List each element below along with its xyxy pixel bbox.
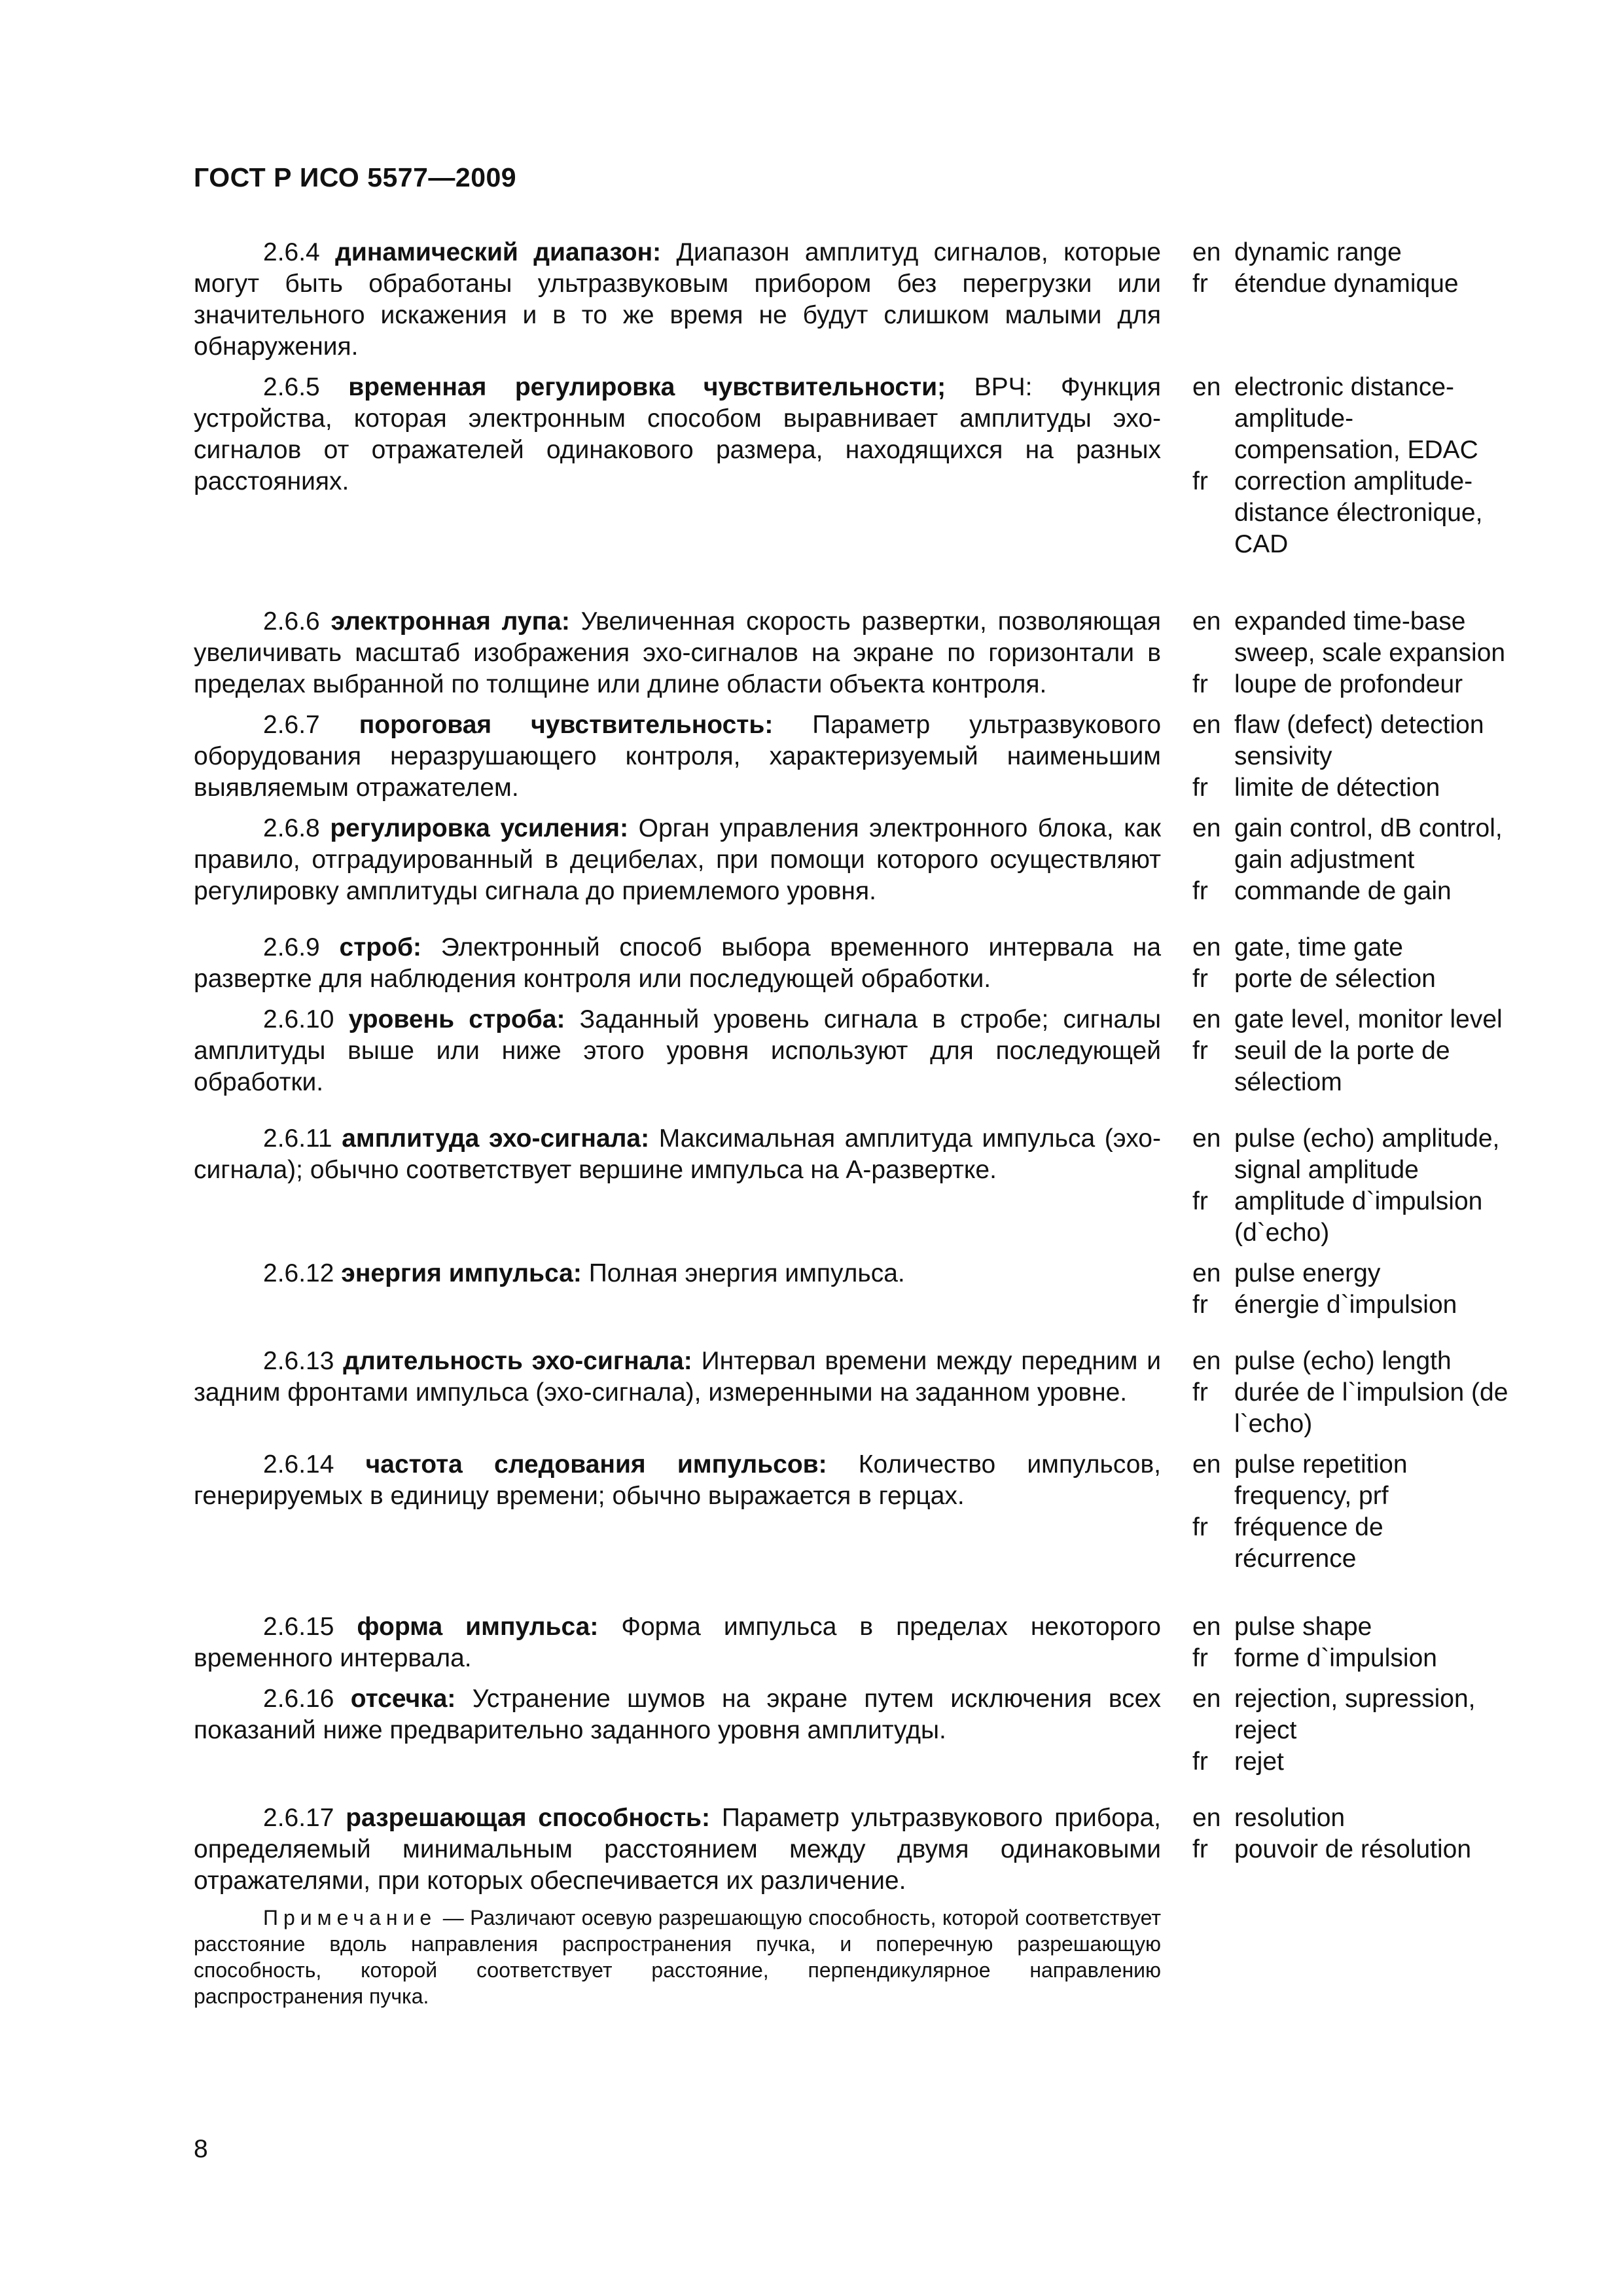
term-definition: Параметр ультразвукового оборудования неразрушающего контроля, характеризуемый наименьшим выявляемым отражателем.	[194, 711, 1162, 802]
equivalents	[1192, 372, 1509, 560]
equivalents	[1192, 709, 1509, 804]
lang-code-en: en	[1192, 1450, 1221, 1479]
term-paragraph	[194, 1004, 1161, 1098]
term-definition-block	[194, 1004, 1161, 1098]
term-number: 2.6.17	[263, 1804, 334, 1832]
term-paragraph	[194, 237, 1161, 363]
lang-code-en: en	[1192, 1613, 1221, 1641]
term-definition-block	[194, 372, 1161, 560]
equivalent-fr	[1192, 1512, 1509, 1575]
lang-code-fr: fr	[1192, 1835, 1208, 1863]
term-name: длительность эхо-сигнала:	[343, 1347, 692, 1375]
term-number: 2.6.16	[263, 1685, 334, 1713]
lang-code-fr: fr	[1192, 1378, 1208, 1407]
lang-code-en: en	[1192, 238, 1221, 266]
equivalent-fr	[1192, 963, 1509, 995]
lang-code-fr: fr	[1192, 467, 1208, 495]
lang-code-en: en	[1192, 1259, 1221, 1287]
term-name: частота следования импульсов:	[365, 1450, 827, 1479]
equivalent-en	[1192, 237, 1509, 268]
equivalents	[1192, 606, 1509, 700]
equivalent-fr	[1192, 1834, 1509, 1865]
equivalent-en	[1192, 1004, 1509, 1035]
equivalent-term-en: flaw (defect) detection sensivity	[1234, 711, 1484, 770]
equivalent-term-en: pulse energy	[1234, 1259, 1381, 1287]
equivalent-en	[1192, 372, 1509, 466]
equivalent-term-fr: amplitude d`impulsion (d`echo)	[1234, 1187, 1483, 1247]
equivalent-term-en: electronic distance-amplitude-compensation, EDAC	[1234, 373, 1478, 464]
term-entry	[194, 1258, 1509, 1321]
lang-code-fr: fr	[1192, 1748, 1208, 1776]
lang-code-fr: fr	[1192, 774, 1208, 802]
term-definition-block	[194, 1346, 1161, 1440]
equivalents	[1192, 1346, 1509, 1440]
term-entry	[194, 709, 1509, 804]
term-entry	[194, 372, 1509, 560]
term-entry	[194, 1449, 1509, 1575]
term-definition-block	[194, 813, 1161, 907]
term-entry	[194, 1803, 1509, 2009]
equivalents	[1192, 237, 1509, 363]
equivalent-term-en: gate level, monitor level	[1234, 1005, 1503, 1033]
equivalent-term-fr: limite de détection	[1234, 774, 1440, 802]
term-number: 2.6.13	[263, 1347, 334, 1375]
lang-code-fr: fr	[1192, 670, 1208, 698]
equivalents	[1192, 1123, 1509, 1249]
term-definition: Увеличенная скорость развертки, позволяющая увеличивать масштаб изображения эхо-сигналов на экране по горизонтали в пределах выбранной по толщине или длине области объекта контроля.	[194, 607, 1161, 698]
equivalent-term-fr: correction amplitude-distance électronique, CAD	[1234, 467, 1483, 558]
lang-code-fr: fr	[1192, 1644, 1208, 1672]
equivalents	[1192, 1004, 1509, 1098]
equivalent-fr	[1192, 1746, 1509, 1778]
term-paragraph	[194, 1683, 1161, 1746]
term-paragraph	[194, 1258, 1161, 1289]
equivalents	[1192, 1683, 1509, 1778]
term-definition: Максимальная амплитуда импульса (эхо-сигнала); обычно соответствует вершине импульса на А-развертке.	[194, 1124, 1161, 1184]
equivalents	[1192, 1611, 1509, 1674]
equivalent-term-fr: seuil de la porte de sélectiom	[1234, 1037, 1450, 1096]
term-definition-block	[194, 1611, 1161, 1674]
term-definition: Полная энергия импульса.	[588, 1259, 905, 1287]
term-name: регулировка усиления:	[330, 814, 629, 842]
term-name: отсечка:	[350, 1685, 456, 1713]
equivalent-term-en: expanded time-base sweep, scale expansion	[1234, 607, 1506, 667]
equivalent-en	[1192, 1683, 1509, 1746]
term-number: 2.6.11	[263, 1124, 332, 1153]
equivalent-term-fr: durée de l`impulsion (de l`echo)	[1234, 1378, 1508, 1438]
equivalent-term-fr: rejet	[1234, 1748, 1284, 1776]
term-name: разрешающая способность:	[346, 1804, 711, 1832]
term-number: 2.6.15	[263, 1613, 334, 1641]
note	[194, 1905, 1161, 2009]
term-definition: Устранение шумов на экране путем исключения всех показаний ниже предварительно заданного уровня амплитуды.	[194, 1685, 1161, 1744]
equivalent-term-en: pulse repetition frequency, prf	[1234, 1450, 1408, 1510]
lang-code-fr: fr	[1192, 1513, 1208, 1541]
lang-code-en: en	[1192, 607, 1221, 636]
equivalent-en	[1192, 1611, 1509, 1643]
term-definition-block	[194, 1803, 1161, 2009]
lang-code-en: en	[1192, 1005, 1221, 1033]
term-name: электронная лупа:	[330, 607, 570, 636]
lang-code-en: en	[1192, 1685, 1221, 1713]
term-definition-block	[194, 709, 1161, 804]
lang-code-en: en	[1192, 711, 1221, 739]
terms-list	[194, 237, 1509, 2009]
equivalent-term-fr: fréquence de récurrence	[1234, 1513, 1383, 1573]
term-definition-block	[194, 1123, 1161, 1249]
equivalent-term-en: rejection, supression, reject	[1234, 1685, 1476, 1744]
equivalent-fr	[1192, 466, 1509, 560]
term-paragraph	[194, 1611, 1161, 1674]
lang-code-fr: fr	[1192, 877, 1208, 905]
term-definition: Заданный уровень сигнала в стробе; сигналы амплитуды выше или ниже этого уровня используют для последующей обработки.	[194, 1005, 1161, 1096]
term-definition-block	[194, 606, 1161, 700]
equivalent-en	[1192, 1449, 1509, 1512]
term-name: динамический диапазон:	[335, 238, 662, 266]
term-definition: Диапазон амплитуд сигналов, которые могут быть обработаны ультразвуковым прибором без перегрузки или значительного искажения и в то же время не будут слишком малыми для обнаружения.	[194, 238, 1161, 361]
equivalents	[1192, 932, 1509, 995]
term-name: форма импульса:	[357, 1613, 599, 1641]
term-paragraph	[194, 1346, 1161, 1408]
lang-code-en: en	[1192, 933, 1221, 961]
equivalent-fr	[1192, 876, 1509, 907]
term-definition-block	[194, 1449, 1161, 1575]
equivalent-fr	[1192, 268, 1509, 300]
equivalent-en	[1192, 813, 1509, 876]
term-paragraph	[194, 606, 1161, 700]
term-definition: Электронный способ выбора временного интервала на развертке для наблюдения контроля или последующей обработки.	[194, 933, 1162, 993]
lang-code-fr: fr	[1192, 270, 1208, 298]
term-definition-block	[194, 237, 1161, 363]
lang-code-fr: fr	[1192, 1291, 1208, 1319]
lang-code-fr: fr	[1192, 1187, 1208, 1215]
term-entry	[194, 1123, 1509, 1249]
equivalent-en	[1192, 1346, 1509, 1377]
term-entry	[194, 1683, 1509, 1778]
equivalent-term-en: dynamic range	[1234, 238, 1402, 266]
equivalent-term-en: gain control, dB control, gain adjustment	[1234, 814, 1503, 874]
lang-code-fr: fr	[1192, 965, 1208, 993]
equivalent-en	[1192, 1803, 1509, 1834]
term-definition-block	[194, 932, 1161, 995]
equivalents	[1192, 1449, 1509, 1575]
term-entry	[194, 1004, 1509, 1098]
term-entry	[194, 932, 1509, 995]
lang-code-en: en	[1192, 1124, 1221, 1153]
term-paragraph	[194, 1123, 1161, 1186]
term-entry	[194, 1346, 1509, 1440]
term-paragraph	[194, 932, 1161, 995]
term-definition: Параметр ультразвукового прибора, определяемый минимальным расстоянием между двумя одинаковыми отражателями, при которых обеспечивается их различение.	[194, 1804, 1162, 1895]
page-number: 8	[194, 2135, 208, 2163]
equivalent-term-fr: étendue dynamique	[1234, 270, 1459, 298]
equivalent-fr	[1192, 1035, 1509, 1098]
note-text: — Различают осевую разрешающую способность, которой соответствует расстояние вдоль направления распространения пучка, и поперечную разрешающую способность, которой соответствует расстояние, перпендикулярное направлению распространения пучка.	[194, 1906, 1162, 2008]
equivalent-fr	[1192, 1186, 1509, 1249]
equivalent-term-en: resolution	[1234, 1804, 1346, 1832]
term-entry	[194, 606, 1509, 700]
term-number: 2.6.4	[263, 238, 320, 266]
term-name: строб:	[339, 933, 422, 961]
term-definition: Интервал времени между передним и задним фронтами импульса (эхо-сигнала), измеренными на заданном уровне.	[194, 1347, 1162, 1407]
lang-code-en: en	[1192, 814, 1221, 842]
equivalents	[1192, 1803, 1509, 2009]
term-paragraph	[194, 813, 1161, 907]
note-label: Примечание	[263, 1906, 437, 1929]
equivalent-term-fr: porte de sélection	[1234, 965, 1436, 993]
equivalent-en	[1192, 932, 1509, 963]
term-number: 2.6.14	[263, 1450, 334, 1479]
term-paragraph	[194, 372, 1161, 497]
equivalent-term-en: pulse (echo) amplitude, signal amplitude	[1234, 1124, 1500, 1184]
equivalent-term-en: pulse (echo) length	[1234, 1347, 1452, 1375]
equivalent-en	[1192, 606, 1509, 669]
equivalent-fr	[1192, 1289, 1509, 1321]
term-number: 2.6.12	[263, 1259, 334, 1287]
term-number: 2.6.5	[263, 373, 320, 401]
term-entry	[194, 813, 1509, 907]
equivalent-en	[1192, 709, 1509, 772]
document-header: ГОСТ Р ИСО 5577—2009	[194, 162, 517, 192]
term-name: временная регулировка чувствительности;	[348, 373, 946, 401]
equivalent-term-fr: énergie d`impulsion	[1234, 1291, 1457, 1319]
term-number: 2.6.10	[263, 1005, 334, 1033]
equivalent-term-fr: pouvoir de résolution	[1234, 1835, 1472, 1863]
equivalent-fr	[1192, 1643, 1509, 1674]
equivalent-term-fr: loupe de profondeur	[1234, 670, 1463, 698]
equivalent-term-fr: commande de gain	[1234, 877, 1452, 905]
term-number: 2.6.8	[263, 814, 320, 842]
term-definition-block	[194, 1683, 1161, 1778]
term-definition: Количество импульсов, генерируемых в единицу времени; обычно выражается в герцах.	[194, 1450, 1162, 1510]
term-definition: ВРЧ: Функция устройства, которая электронным способом выравнивает амплитуды эхо-сигналов от отражателей одинакового размера, находящихся на разных расстояниях.	[194, 373, 1161, 495]
term-definition: Орган управления электронного блока, как правило, отградуированный в децибелах, при помощи которого осуществляют регулировку амплитуды сигнала до приемлемого уровня.	[194, 814, 1161, 905]
lang-code-en: en	[1192, 1347, 1221, 1375]
equivalent-fr	[1192, 1377, 1509, 1440]
term-name: пороговая чувствительность:	[359, 711, 774, 739]
term-definition-block	[194, 1258, 1161, 1321]
term-paragraph	[194, 1449, 1161, 1512]
term-number: 2.6.9	[263, 933, 320, 961]
equivalent-term-en: gate, time gate	[1234, 933, 1403, 961]
equivalent-en	[1192, 1123, 1509, 1186]
equivalent-fr	[1192, 669, 1509, 700]
equivalent-fr	[1192, 772, 1509, 804]
lang-code-fr: fr	[1192, 1037, 1208, 1065]
term-name: уровень строба:	[348, 1005, 565, 1033]
equivalents	[1192, 1258, 1509, 1321]
equivalent-term-fr: forme d`impulsion	[1234, 1644, 1437, 1672]
lang-code-en: en	[1192, 373, 1221, 401]
term-definition: Форма импульса в пределах некоторого временного интервала.	[194, 1613, 1161, 1672]
term-paragraph	[194, 1803, 1161, 1897]
term-paragraph	[194, 709, 1161, 804]
term-number: 2.6.6	[263, 607, 320, 636]
term-name: энергия импульса:	[341, 1259, 582, 1287]
term-name: амплитуда эхо-сигнала:	[342, 1124, 650, 1153]
term-entry	[194, 237, 1509, 363]
equivalents	[1192, 813, 1509, 907]
term-entry	[194, 1611, 1509, 1674]
term-number: 2.6.7	[263, 711, 320, 739]
lang-code-en: en	[1192, 1804, 1221, 1832]
equivalent-term-en: pulse shape	[1234, 1613, 1372, 1641]
equivalent-en	[1192, 1258, 1509, 1289]
